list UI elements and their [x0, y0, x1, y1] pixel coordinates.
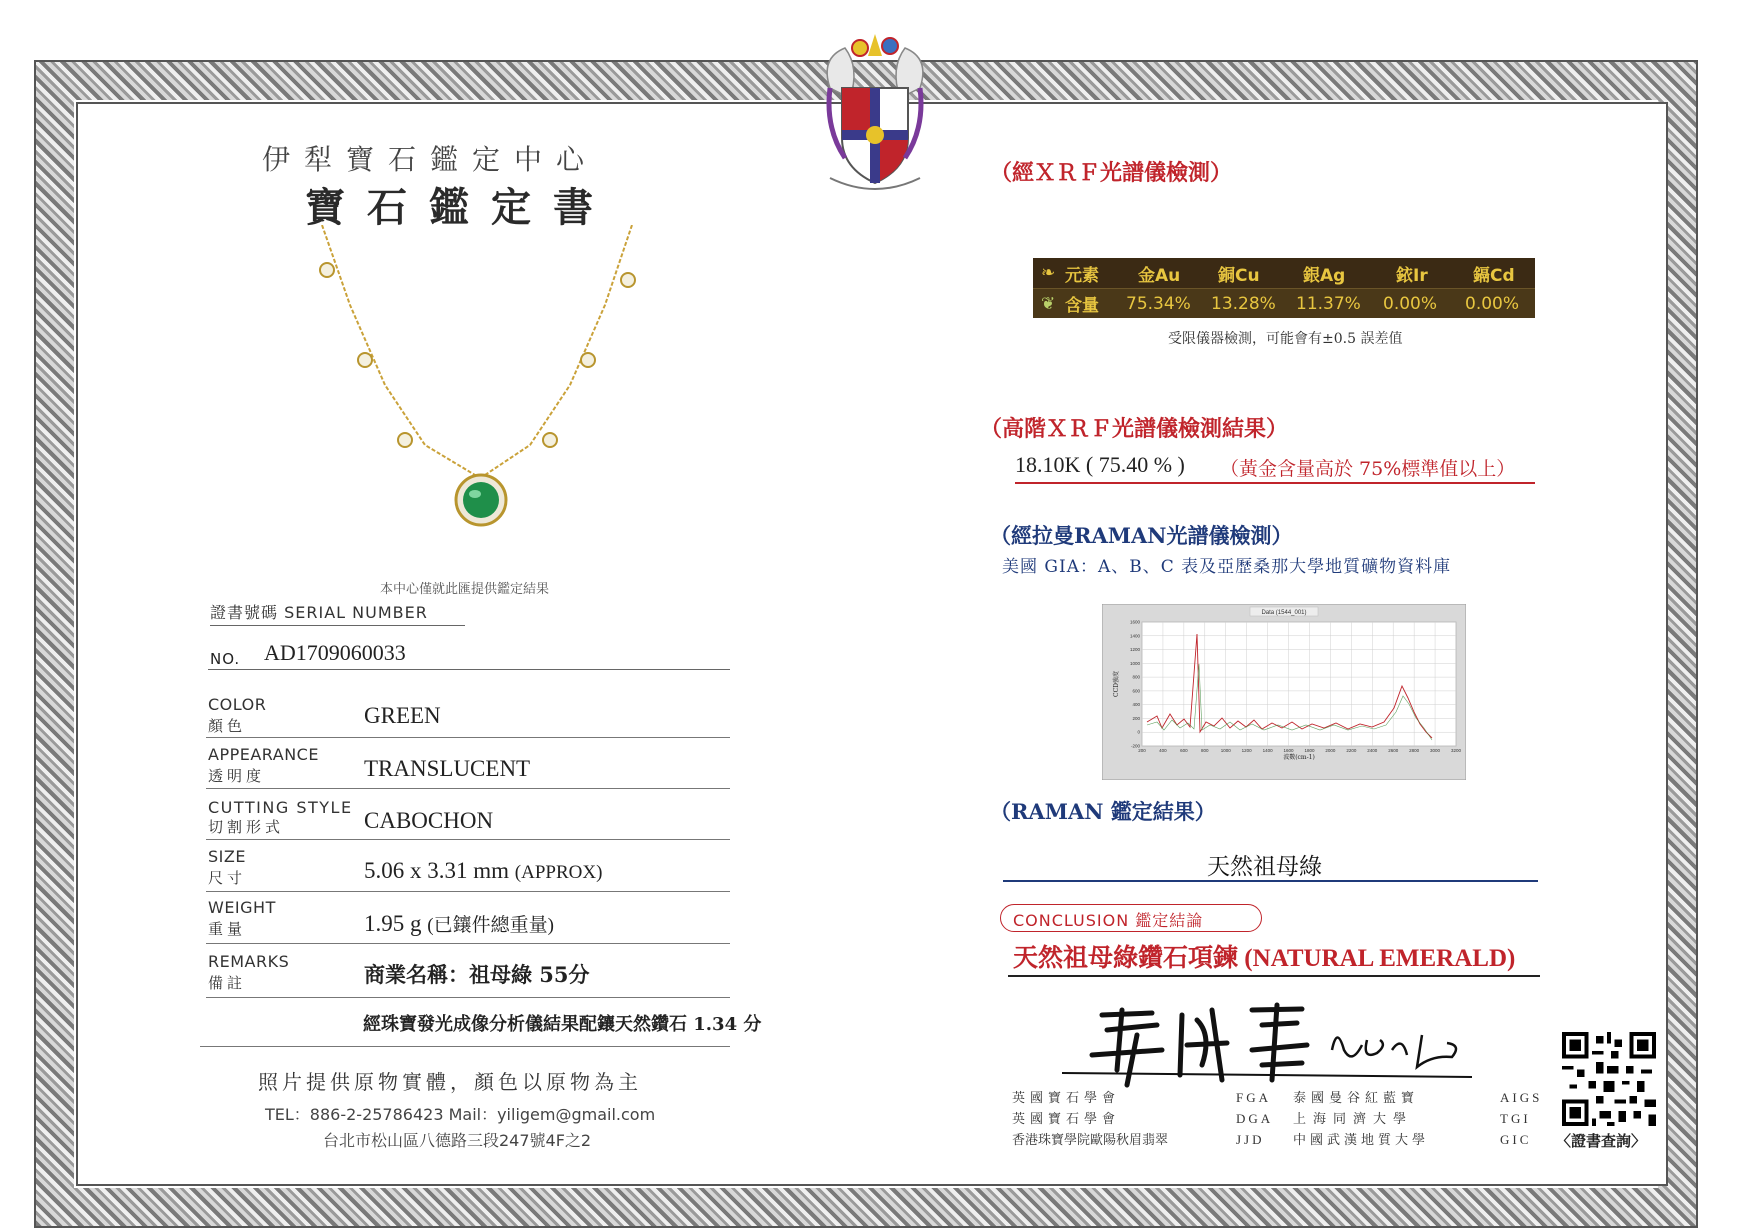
raman-x-tick: 2600 [1388, 748, 1399, 753]
qr-label: 〈證書查詢〉 [1556, 1132, 1647, 1150]
spec-label-en: CUTTING STYLE [208, 798, 353, 817]
spec-label-zh: 切割形式 [208, 818, 285, 836]
xrf-heading: （經ＸＲＦ光譜儀檢測） [990, 160, 1233, 186]
raman-y-tick: 800 [1132, 674, 1140, 680]
leaf-icon: ❧ [1041, 263, 1056, 283]
raman-x-tick: 2000 [1325, 748, 1336, 753]
credential-zh: 英國寶石學會 [1012, 1112, 1121, 1127]
xrf-element: 銅Cu [1218, 265, 1260, 286]
xrf-value: 13.28% [1211, 293, 1276, 314]
raman-heading: （經拉曼RAMAN光譜儀檢測） [990, 523, 1293, 548]
contact-info: TEL：886-2-25786423 Mail：yiligem@gmail.com [265, 1105, 656, 1124]
raman-result-value: 天然祖母綠 [1207, 854, 1322, 880]
credential-line [1012, 1130, 1168, 1151]
raman-y-tick: 200 [1132, 715, 1140, 721]
spec-row-appearance [206, 743, 730, 789]
center-name: 伊犁寶石鑑定中心 [262, 143, 599, 176]
serial-number-value: AD1709060033 [264, 640, 406, 665]
raman-x-tick: 1600 [1283, 748, 1294, 753]
raman-y-tick: 0 [1137, 729, 1140, 735]
spec-label-en: SIZE [208, 847, 246, 866]
spec-label-zh: 顏色 [208, 717, 247, 735]
raman-x-tick: 3000 [1430, 748, 1441, 753]
credential-zh: 泰國曼谷紅藍寶 [1293, 1091, 1420, 1106]
raman-y-tick: 1000 [1129, 660, 1140, 666]
xrf-element: 鎘Cd [1473, 265, 1515, 286]
raman-x-tick: 2800 [1409, 748, 1420, 753]
conclusion-label: CONCLUSION 鑑定結論 [1013, 911, 1204, 930]
credential-abbr: FGA [1236, 1090, 1272, 1105]
credentials [1012, 1088, 1168, 1151]
spec-row-size [206, 845, 730, 892]
spec-label-en: APPEARANCE [208, 745, 319, 764]
raman-spectrum-chart [1102, 604, 1466, 780]
serial-number-label: 證書號碼 SERIAL NUMBER [210, 600, 465, 626]
credential-abbr: JJD [1236, 1132, 1265, 1147]
credential-abbr: TGI [1500, 1111, 1531, 1126]
leaf-icon: ❦ [1041, 293, 1056, 314]
spec-row-remarks [206, 949, 730, 998]
spec-row-weight [206, 896, 730, 944]
spec-label-zh: 透明度 [208, 767, 266, 785]
divider [1008, 975, 1540, 977]
spec-row-cutting-style [206, 794, 730, 840]
raman-x-tick: 2200 [1346, 748, 1357, 753]
address: 台北市松山區八德路三段247號4F之2 [323, 1131, 592, 1150]
spec-value: TRANSLUCENT [364, 756, 531, 781]
spec-value [364, 858, 602, 884]
hi-xrf-result-row [1015, 450, 1535, 484]
raman-x-tick: 600 [1180, 748, 1188, 753]
xrf-value-label: 含量 [1065, 296, 1099, 316]
raman-x-tick: 3200 [1450, 748, 1462, 753]
spec-label-zh: 備註 [208, 974, 247, 992]
raman-y-label: CCD強度 [1113, 671, 1120, 697]
signature [1062, 995, 1482, 1095]
xrf-value: 0.00% [1465, 293, 1520, 314]
qr-code[interactable] [1562, 1032, 1656, 1126]
raman-source: 美國 GIA：A、B、C 表及亞歷桑那大學地質礦物資料庫 [1002, 557, 1452, 577]
credential-zh: 香港珠寶學院歐陽秋眉翡翠 [1012, 1133, 1169, 1148]
xrf-results-table [1033, 258, 1535, 318]
xrf-element-label: 元素 [1065, 265, 1099, 286]
xrf-element: 金Au [1138, 265, 1181, 286]
size-approx: (APPROX) [514, 862, 603, 883]
xrf-note: 受限儀器檢測，可能會有±0.5 誤差值 [1168, 331, 1403, 347]
xrf-value: 75.34% [1126, 293, 1191, 314]
raman-result-heading: （RAMAN 鑑定結果） [990, 799, 1216, 824]
raman-y-tick: 600 [1132, 688, 1140, 694]
spec-value: 商業名稱：祖母綠 55分 [364, 962, 590, 987]
xrf-value-row [1033, 288, 1535, 318]
raman-y-tick: 1200 [1129, 647, 1140, 653]
xrf-element: 銀Ag [1303, 265, 1346, 286]
raman-y-tick: 400 [1132, 702, 1140, 708]
credential-zh2 [1293, 1109, 1413, 1130]
raman-x-tick: 2400 [1367, 748, 1378, 753]
credential-zh: 英國寶石學會 [1012, 1091, 1121, 1106]
credential-zh2 [1293, 1130, 1429, 1151]
raman-x-tick: 1200 [1241, 748, 1252, 753]
xrf-element: 銥Ir [1396, 265, 1428, 286]
credential-zh: 中國武漢地質大學 [1293, 1133, 1430, 1148]
spec-label-en: WEIGHT [208, 898, 276, 917]
credential-line [1012, 1088, 1168, 1109]
raman-x-tick: 1000 [1220, 748, 1231, 753]
hi-xrf-heading: （高階ＸＲＦ光譜儀檢測結果） [980, 416, 1289, 442]
conclusion-value: 天然祖母綠鑽石項鍊 (NATURAL EMERALD) [1013, 945, 1516, 972]
credential-abbr: GIC [1500, 1132, 1532, 1147]
credential-abbr: AIGS [1500, 1090, 1543, 1105]
divider [1003, 880, 1538, 882]
raman-chart-title: Data (1544_001) [1261, 610, 1307, 616]
spec-label-en: REMARKS [208, 952, 290, 971]
raman-x-tick: 800 [1201, 748, 1209, 753]
weight-note: (已鑲件總重量) [427, 915, 554, 936]
credential-zh: 上海同濟大學 [1293, 1112, 1414, 1127]
spec-value [364, 910, 554, 937]
serial-no-label: NO. [210, 650, 241, 668]
raman-y-tick: -200 [1130, 743, 1140, 749]
spec-value: CABOCHON [364, 808, 494, 833]
raman-y-tick: 1600 [1129, 619, 1140, 625]
coat-of-arms-emblem [800, 28, 950, 198]
hi-xrf-note: （黃金含量高於 75%標準值以上） [1220, 458, 1516, 480]
raman-x-label: 波數(cm-1) [1283, 754, 1315, 761]
remarks-extra: 經珠寶發光成像分析儀結果配鑲天然鑽石 1.34 分 [363, 1014, 762, 1035]
spec-label-zh: 尺寸 [208, 869, 247, 887]
spec-row-color [206, 693, 730, 738]
spec-label-en: COLOR [208, 695, 267, 714]
hi-xrf-value: 18.10K ( 75.40 % ) [1015, 452, 1185, 477]
necklace-photo [310, 225, 650, 555]
xrf-value: 0.00% [1383, 293, 1438, 314]
xrf-value: 11.37% [1296, 293, 1361, 314]
xrf-header-row [1033, 258, 1535, 288]
photo-note: 照片提供原物實體，顏色以原物為主 [258, 1070, 642, 1094]
spec-label-zh: 重量 [208, 920, 247, 938]
serial-number-row [208, 640, 730, 670]
credential-zh2 [1293, 1088, 1419, 1109]
raman-y-tick: 1400 [1129, 633, 1140, 639]
certificate-title: 寶石鑑定書 [305, 184, 615, 231]
photo-caption: 本中心僅就此匯提供鑑定結果 [380, 582, 550, 597]
raman-x-tick: 400 [1159, 748, 1167, 753]
raman-x-tick: 1400 [1262, 748, 1273, 753]
raman-x-tick: 200 [1138, 748, 1146, 753]
divider [200, 1046, 730, 1047]
weight-value: 1.95 g [364, 911, 422, 936]
credential-abbr: DGA [1236, 1111, 1274, 1126]
spec-value: GREEN [364, 703, 441, 728]
raman-x-tick: 1800 [1304, 748, 1315, 753]
size-value: 5.06 x 3.31 mm [364, 858, 510, 883]
credential-line [1012, 1109, 1168, 1130]
conclusion-label-pill [1000, 904, 1262, 932]
